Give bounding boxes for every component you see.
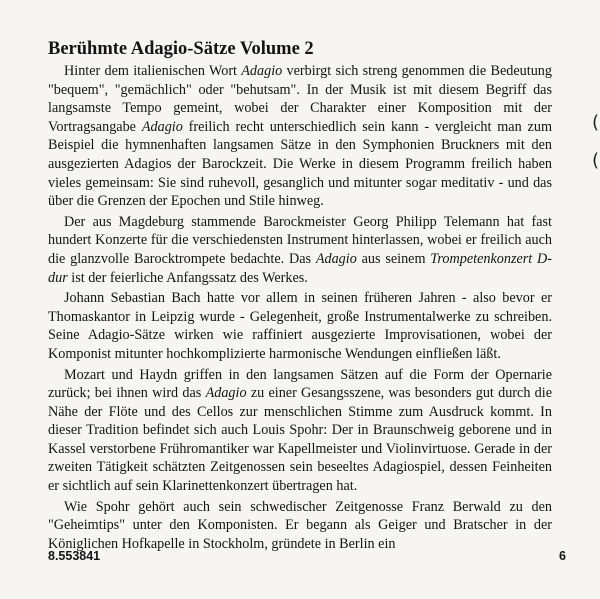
italic-term: Trompetenkonzert D-dur (48, 250, 552, 286)
body-text (48, 62, 552, 555)
page-number: 6 (559, 549, 566, 563)
catalog-number: 8.553841 (48, 549, 101, 563)
text-segment: Mozart und Haydn griffen in den langsamen Sätzen auf die Form der Opernarie zurück; bei ihnen wird das (48, 366, 552, 402)
paragraph (48, 213, 552, 287)
paragraph (48, 62, 552, 211)
paragraph (48, 498, 552, 554)
italic-term: Adagio (241, 63, 283, 79)
italic-term: Adagio (205, 385, 247, 402)
text-segment: aus seinem (356, 250, 431, 267)
italic-term: Adagio (315, 250, 357, 267)
text-segment: zu einer Gesangsszene, was besonders gut durch die Nähe der Flöte und des Cellos zur menschlichen Stimme zum Ausdruck kommt. In dieser Tradition befindet sich auch Louis Spohr: Der in Braunschweig geborene und in Kassel verstorbene Frühromantiker war Kapellmeister und Violinvirtuose. Gerade in der zweiten Tätigkeit schätzten Zeitgenossen sein beseeltes Adagiospiel, dessen Feinheiten er sichtlich auf sein Klarinettenkonzert übertragen hat. (48, 385, 553, 495)
edge-glyph-top: ( (592, 112, 600, 133)
text-segment: Der aus Magdeburg stammende Barockmeister Georg Philipp Telemann hat fast hundert Konzerte für die verschiedensten Instrument hinterlassen, wobei er freilich auch die glanzvolle Barocktrompete bedachte. Das (48, 213, 552, 267)
text-segment: freilich recht unterschiedlich sein kann - vergleicht man zum Beispiel die hymnenhaften langsamen Sätze in den Symphonien Bruckners mit den ausgezierten Adagios der Barockzeit. Die Werke in diesem Programm freilich haben vieles gemeinsam: Sie sind ruhevoll, gesanglich und mitunter sogar meditativ - und das über die Grenzen der Epochen und Stile hinweg. (48, 118, 552, 210)
paragraph (48, 366, 552, 496)
text-segment: Wie Spohr gehört auch sein schwedischer Zeitgenosse Franz Berwald zu den "Geheimtips" unter den Komponisten. Er begann als Geiger und Bratscher in der Königlichen Hofkapelle in Stockholm, gründete in Berlin ein (48, 498, 552, 552)
page-title: Berühmte Adagio-Sätze Volume 2 (48, 39, 314, 59)
text-segment: Hinter dem italienischen Wort (64, 63, 242, 79)
text-segment: verbirgt sich streng genommen die Bedeutung "bequem", "gemächlich" oder "behutsam". In der Musik ist mit diesem Begriff das langsamste Tempo gemeint, wobei der Charakter einer Komposition mit der Vortragsangabe (48, 63, 552, 135)
italic-term: Adagio (141, 118, 183, 135)
paragraph (48, 289, 552, 363)
text-segment: ist der feierliche Anfangssatz des Werkes. (67, 269, 308, 286)
text-segment: Johann Sebastian Bach hatte vor allem in seinen früheren Jahren - also bevor er Thomaskantor in Leipzig wurde - Gelegenheit, große Instrumentalwerke zu schreiben. Seine Adagio-Sätze wirken wie raffiniert ausgezierte Improvisationen, wobei der Komponist mitunter hochkomplizierte harmonische Wendungen einfließen läßt. (48, 290, 552, 362)
edge-glyph-bottom: ( (592, 150, 600, 171)
